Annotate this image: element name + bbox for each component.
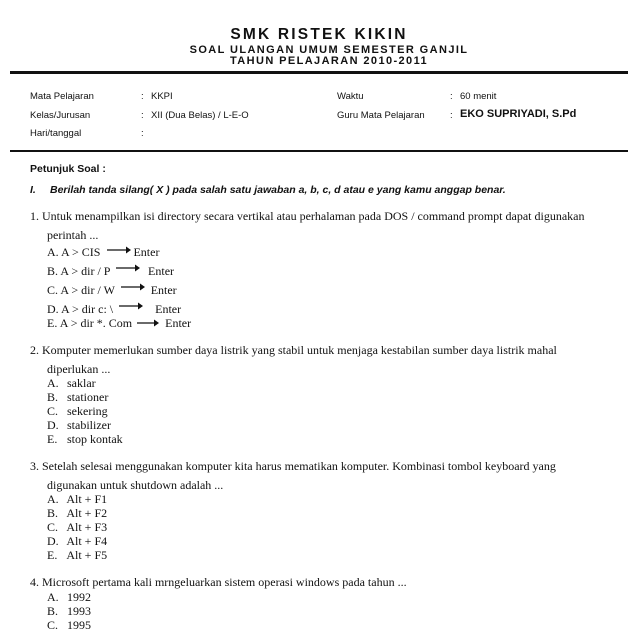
colon: : (450, 110, 453, 121)
option-b[interactable] (47, 390, 108, 404)
colon: : (141, 110, 144, 121)
question-stem-cont: perintah ... (47, 228, 99, 242)
option-letter: B. (47, 390, 59, 404)
option-text: saklar (67, 376, 96, 390)
option-letter: C. (47, 283, 59, 297)
instructions-text (30, 184, 506, 196)
option-a[interactable] (47, 590, 91, 604)
option-text: Alt + F1 (66, 492, 108, 506)
option-text: A > dir / P (60, 264, 111, 278)
class-label: Kelas/Jurusan (30, 110, 91, 121)
bottom-divider (10, 150, 628, 152)
option-text: Alt + F2 (66, 506, 108, 520)
section-numeral: I. (30, 184, 36, 196)
question-stem-cont: diperlukan ... (47, 362, 111, 376)
question-stem-cont: digunakan untuk shutdown adalah ... (47, 478, 224, 492)
option-text: stationer (67, 390, 109, 404)
option-letter: D. (47, 418, 59, 432)
top-divider (10, 71, 628, 74)
option-suffix: Enter (165, 316, 192, 330)
option-suffix: Enter (150, 283, 177, 297)
option-b[interactable] (47, 604, 91, 618)
option-text: A > dir c: \ (61, 302, 114, 316)
option-e[interactable] (47, 432, 123, 446)
teacher-value: EKO SUPRIYADI, S.Pd (460, 108, 577, 120)
option-c[interactable] (47, 404, 108, 418)
option-a[interactable] (47, 245, 159, 259)
option-c[interactable] (47, 520, 107, 534)
option-d[interactable] (47, 418, 111, 432)
option-text: Alt + F5 (66, 548, 108, 562)
arrow-right-icon (115, 263, 141, 273)
arrow-right-icon (106, 245, 132, 255)
option-text: Alt + F4 (66, 534, 108, 548)
time-label: Waktu (337, 91, 364, 102)
option-letter: B. (47, 506, 59, 520)
option-letter: D. (47, 534, 59, 548)
exam-title: SOAL ULANGAN UMUM SEMESTER GANJIL (189, 44, 469, 56)
option-c[interactable] (47, 283, 177, 297)
option-text: A > dir / W (60, 283, 115, 297)
option-suffix: Enter (155, 302, 182, 316)
colon: : (141, 128, 144, 139)
question-stem: 1. Untuk menampilkan isi directory secara vertikal atau perhalaman pada DOS / command prompt dapat digunakan (30, 209, 585, 223)
subject-value: KKPI (151, 91, 173, 102)
arrow-right-icon (120, 282, 146, 292)
question-stem: 3. Setelah selesai menggunakan komputer kita harus mematikan komputer. Kombinasi tombol keyboard yang (30, 459, 556, 473)
option-e[interactable] (47, 548, 107, 562)
option-letter: B. (47, 264, 59, 278)
academic-year: TAHUN PELAJARAN 2010-2011 (229, 55, 429, 67)
option-letter: E. (47, 548, 58, 562)
arrow-right-icon (118, 301, 144, 311)
option-e[interactable] (47, 316, 191, 330)
option-letter: C. (47, 618, 59, 632)
question-stem: 4. Microsoft pertama kali mrngeluarkan sistem operasi windows pada tahun ... (30, 575, 407, 589)
question-stem: 2. Komputer memerlukan sumber daya listrik yang stabil untuk menjaga kestabilan sumber daya listrik mahal (30, 343, 557, 357)
option-a[interactable] (47, 376, 96, 390)
colon: : (141, 91, 144, 102)
option-text: 1995 (67, 618, 91, 632)
option-letter: A. (47, 245, 59, 259)
option-text: Alt + F3 (66, 520, 108, 534)
teacher-label: Guru Mata Pelajaran (337, 110, 425, 121)
instructions-title: Petunjuk Soal : (30, 163, 106, 175)
colon: : (450, 91, 453, 102)
option-suffix: Enter (148, 264, 175, 278)
option-text: stop kontak (67, 432, 123, 446)
option-letter: E. (47, 316, 58, 330)
class-value: XII (Dua Belas) / L-E-O (151, 110, 249, 121)
option-d[interactable] (47, 302, 181, 316)
time-value: 60 menit (460, 91, 497, 102)
option-text: stabilizer (67, 418, 111, 432)
subject-label: Mata Pelajaran (30, 91, 94, 102)
option-a[interactable] (47, 492, 107, 506)
arrow-right-icon (136, 318, 160, 328)
option-text: 1992 (67, 590, 91, 604)
option-text: A > dir *. Com (59, 316, 133, 330)
option-letter: C. (47, 520, 59, 534)
option-text: 1993 (67, 604, 91, 618)
instruction-body: Berilah tanda silang( X ) pada salah satu jawaban a, b, c, d atau e yang kamu anggap benar. (50, 184, 506, 196)
date-label: Hari/tanggal (30, 128, 82, 139)
option-letter: B. (47, 604, 59, 618)
option-text: sekering (67, 404, 108, 418)
option-suffix: Enter (133, 245, 160, 259)
option-letter: A. (47, 376, 59, 390)
option-letter: A. (47, 590, 59, 604)
school-name: SMK RISTEK KIKIN (230, 26, 408, 43)
option-text: A > CIS (61, 245, 101, 259)
option-letter: A. (47, 492, 59, 506)
option-letter: E. (47, 432, 58, 446)
option-d[interactable] (47, 534, 107, 548)
option-b[interactable] (47, 506, 107, 520)
option-letter: C. (47, 404, 59, 418)
option-b[interactable] (47, 264, 174, 278)
option-letter: D. (47, 302, 59, 316)
